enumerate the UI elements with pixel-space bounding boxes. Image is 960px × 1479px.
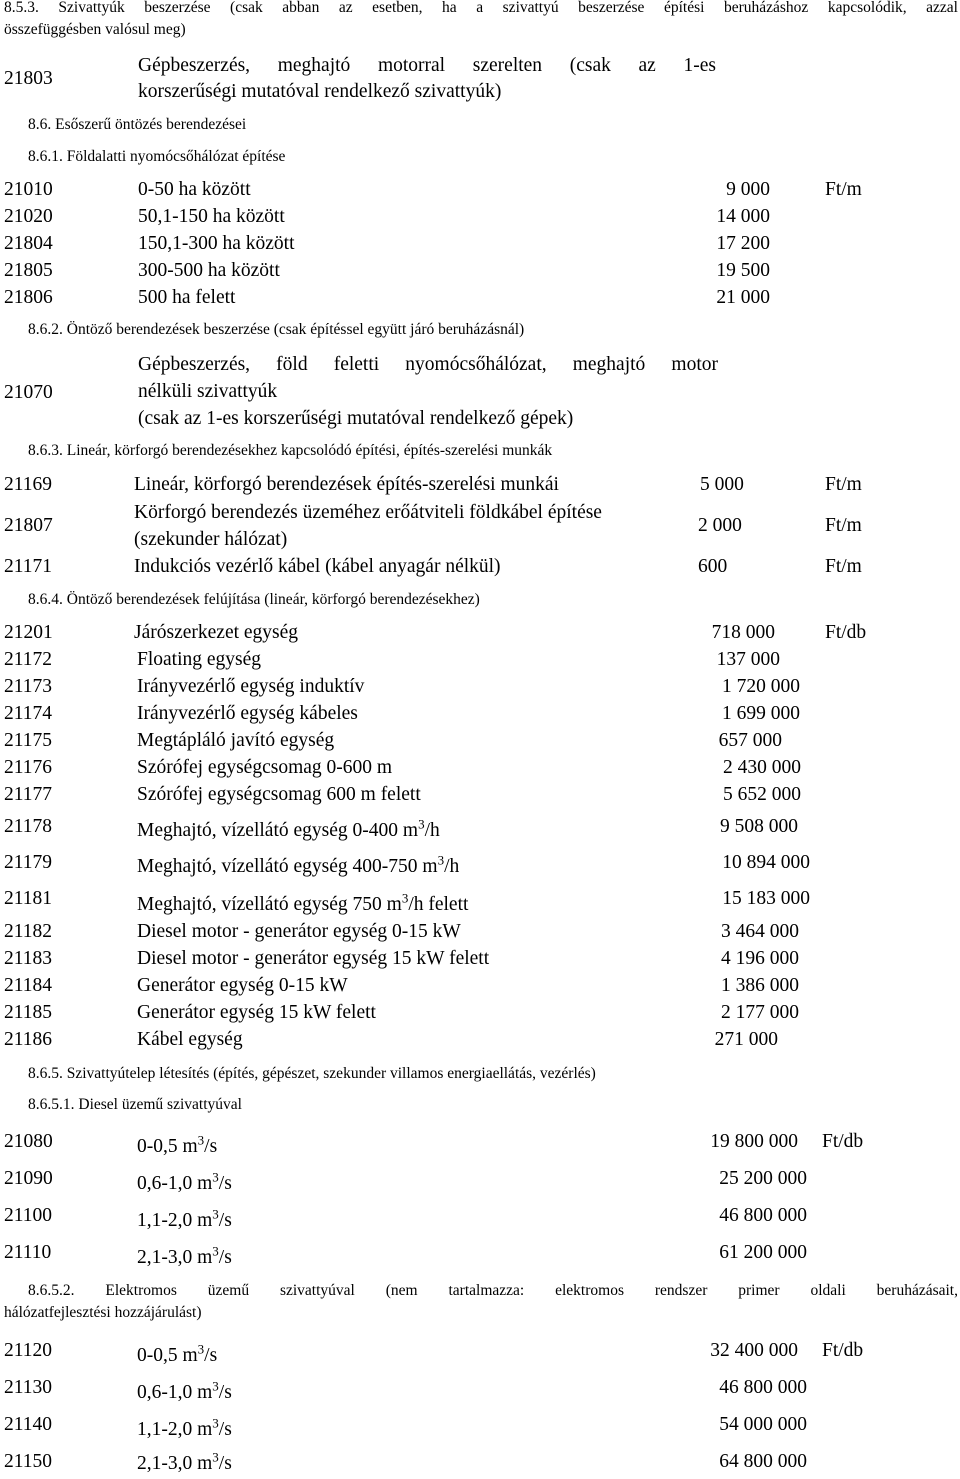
row-code: 21140 bbox=[4, 1414, 53, 1435]
row-code: 21181 bbox=[4, 888, 53, 909]
row-price: 19 800 000 bbox=[710, 1131, 798, 1152]
row-price: 10 894 000 bbox=[722, 852, 810, 873]
row-description: 2,1-3,0 $m^3/s$ bbox=[137, 1243, 232, 1268]
row-code: 21186 bbox=[4, 1029, 53, 1050]
row-description: 0-50 ha között bbox=[138, 179, 251, 200]
row-code: 21171 bbox=[4, 556, 53, 577]
row-price: 46 800 000 bbox=[719, 1205, 807, 1226]
section-heading-8-6-3: 8.6.3. Lineár, körforgó berendezésekhez kapcsolódó építési, építés-szerelési munkák bbox=[28, 442, 553, 459]
row-price: 3 464 000 bbox=[721, 921, 799, 942]
row-code: 21176 bbox=[4, 757, 53, 778]
row-price: 9 000 bbox=[726, 179, 770, 200]
row-description-cont: korszerűségi mutatóval rendelkező szivattyúk) bbox=[138, 81, 502, 102]
row-price: 46 800 000 bbox=[719, 1377, 807, 1398]
row-description: Szórófej egységcsomag 600 m felett bbox=[137, 784, 421, 805]
section-heading-8-5-3: 8.5.3. Szivattyúk beszerzése (csak abban az esetben, ha a szivattyú beszerzése építési beruházáshoz kapcsolódik, azzal bbox=[4, 0, 958, 16]
row-description: 0-0,5 $m^3/s$ bbox=[137, 1341, 218, 1366]
row-price: 600 bbox=[698, 556, 728, 577]
row-description-cont: nélküli szivattyúk bbox=[138, 381, 278, 402]
row-description: Irányvezérlő egység kábeles bbox=[137, 703, 358, 724]
row-price: 2 430 000 bbox=[723, 757, 801, 778]
row-price: 2 000 bbox=[698, 515, 742, 536]
row-unit: Ft/db bbox=[822, 1131, 864, 1152]
row-description: Irányvezérlő egység induktív bbox=[137, 676, 365, 697]
row-description: Meghajtó, vízellátó egység 750 $m^3/h$ felett bbox=[137, 890, 469, 915]
row-description: 0,6-1,0 $m^3/s$ bbox=[137, 1169, 232, 1194]
row-description: Lineár, körforgó berendezések építés-szerelési munkái bbox=[134, 474, 559, 495]
row-code: 21184 bbox=[4, 975, 53, 996]
section-heading-8-6-5: 8.6.5. Szivattyútelep létesítés (építés, gépészet, szekunder villamos energiaellátás, vezérlés) bbox=[28, 1065, 596, 1082]
row-description: Kábel egység bbox=[137, 1029, 243, 1050]
row-code: 21805 bbox=[4, 260, 53, 281]
row-description: 300-500 ha között bbox=[138, 260, 280, 281]
row-price: 64 800 000 bbox=[719, 1451, 807, 1472]
row-price: 1 386 000 bbox=[721, 975, 799, 996]
row-price: 5 652 000 bbox=[723, 784, 801, 805]
row-price: 5 000 bbox=[700, 474, 744, 495]
row-price: 14 000 bbox=[716, 206, 770, 227]
row-price: 15 183 000 bbox=[722, 888, 810, 909]
row-description: Szórófej egységcsomag 0-600 m bbox=[137, 757, 393, 778]
row-description: 2,1-3,0 $m^3/s$ bbox=[137, 1449, 232, 1474]
section-heading-8-6-1: 8.6.1. Földalatti nyomócsőhálózat építése bbox=[28, 148, 286, 165]
row-code: 21120 bbox=[4, 1340, 53, 1361]
row-code: 21173 bbox=[4, 676, 53, 697]
row-unit: Ft/db bbox=[825, 622, 867, 643]
row-description: Generátor egység 15 kW felett bbox=[137, 1002, 376, 1023]
row-code: 21100 bbox=[4, 1205, 53, 1226]
row-code: 21182 bbox=[4, 921, 53, 942]
row-price: 19 500 bbox=[716, 260, 770, 281]
row-code: 21090 bbox=[4, 1168, 53, 1189]
row-price: 2 177 000 bbox=[721, 1002, 799, 1023]
row-description-cont: (szekunder hálózat) bbox=[134, 529, 288, 550]
row-description: 1,1-2,0 $m^3/s$ bbox=[137, 1206, 232, 1231]
row-price: 9 508 000 bbox=[720, 816, 798, 837]
row-price: 718 000 bbox=[711, 622, 775, 643]
row-description: 0,6-1,0 $m^3/s$ bbox=[137, 1378, 232, 1403]
row-price: 25 200 000 bbox=[719, 1168, 807, 1189]
row-description: Diesel motor - generátor egység 0-15 kW bbox=[137, 921, 461, 942]
row-description: Floating egység bbox=[137, 649, 262, 670]
row-code: 21110 bbox=[4, 1242, 52, 1263]
row-code: 21803 bbox=[4, 68, 53, 89]
section-heading-8-6-5-2: 8.6.5.2. Elektromos üzemű szivattyúval (nem tartalmazza: elektromos rendszer primer oldali beruházásait, bbox=[28, 1282, 958, 1299]
row-description: Körforgó berendezés üzeméhez erőátviteli földkábel építése bbox=[134, 502, 602, 523]
row-description: Indukciós vezérlő kábel (kábel anyagár nélkül) bbox=[134, 556, 501, 577]
row-unit: Ft/db bbox=[822, 1340, 864, 1361]
section-heading-8-6-5-1: 8.6.5.1. Diesel üzemű szivattyúval bbox=[28, 1096, 242, 1113]
section-heading-8-6-2: 8.6.2. Öntöző berendezések beszerzése (csak építéssel együtt járó beruházásnál) bbox=[28, 321, 525, 338]
row-description: 0-0,5 $m^3/s$ bbox=[137, 1132, 218, 1157]
row-price: 1 720 000 bbox=[722, 676, 800, 697]
row-description: Megtápláló javító egység bbox=[137, 730, 335, 751]
row-description: Gépbeszerzés, meghajtó motorral szerelten (csak az 1-es bbox=[138, 55, 716, 76]
row-description: 1,1-2,0 $m^3/s$ bbox=[137, 1415, 232, 1440]
row-price: 657 000 bbox=[718, 730, 782, 751]
row-code: 21150 bbox=[4, 1451, 53, 1472]
row-code: 21183 bbox=[4, 948, 53, 969]
row-unit: Ft/m bbox=[825, 474, 862, 495]
row-price: 61 200 000 bbox=[719, 1242, 807, 1263]
row-unit: Ft/m bbox=[825, 556, 862, 577]
row-unit: Ft/m bbox=[825, 515, 862, 536]
row-code: 21806 bbox=[4, 287, 53, 308]
row-description: Generátor egység 0-15 kW bbox=[137, 975, 348, 996]
row-code: 21174 bbox=[4, 703, 53, 724]
section-heading-8-6: 8.6. Esőszerű öntözés berendezései bbox=[28, 116, 247, 133]
row-description: Diesel motor - generátor egység 15 kW felett bbox=[137, 948, 490, 969]
row-price: 137 000 bbox=[716, 649, 780, 670]
row-description: Gépbeszerzés, föld feletti nyomócsőhálózat, meghajtó motor bbox=[138, 354, 718, 375]
row-price: 17 200 bbox=[716, 233, 770, 254]
row-price: 32 400 000 bbox=[710, 1340, 798, 1361]
row-price: 54 000 000 bbox=[719, 1414, 807, 1435]
row-code: 21070 bbox=[4, 382, 53, 403]
row-code: 21010 bbox=[4, 179, 53, 200]
row-description: 500 ha felett bbox=[138, 287, 236, 308]
row-description: 150,1-300 ha között bbox=[138, 233, 295, 254]
row-code: 21178 bbox=[4, 816, 53, 837]
row-code: 21080 bbox=[4, 1131, 53, 1152]
row-code: 21185 bbox=[4, 1002, 53, 1023]
section-heading-8-5-3-cont: összefüggésben valósul meg) bbox=[4, 21, 186, 38]
row-unit: Ft/m bbox=[825, 179, 862, 200]
row-description: Meghajtó, vízellátó egység 0-400 $m^3/h$ bbox=[137, 816, 440, 841]
row-code: 21201 bbox=[4, 622, 53, 643]
section-heading-8-6-5-2-cont: hálózatfejlesztési hozzájárulást) bbox=[4, 1304, 202, 1321]
row-price: 271 000 bbox=[714, 1029, 778, 1050]
row-code: 21804 bbox=[4, 233, 53, 254]
row-price: 21 000 bbox=[716, 287, 770, 308]
section-heading-8-6-4: 8.6.4. Öntöző berendezések felújítása (lineár, körforgó berendezésekhez) bbox=[28, 591, 480, 608]
row-code: 21179 bbox=[4, 852, 53, 873]
row-description-cont: (csak az 1-es korszerűségi mutatóval rendelkező gépek) bbox=[138, 408, 574, 429]
row-description: Meghajtó, vízellátó egység 400-750 $m^3/h$ bbox=[137, 852, 460, 877]
row-code: 21175 bbox=[4, 730, 53, 751]
row-description: Járószerkezet egység bbox=[134, 622, 299, 643]
row-code: 21020 bbox=[4, 206, 53, 227]
row-code: 21169 bbox=[4, 474, 53, 495]
row-code: 21172 bbox=[4, 649, 53, 670]
row-price: 1 699 000 bbox=[722, 703, 800, 724]
row-price: 4 196 000 bbox=[721, 948, 799, 969]
row-code: 21177 bbox=[4, 784, 53, 805]
row-description: 50,1-150 ha között bbox=[138, 206, 285, 227]
row-code: 21807 bbox=[4, 515, 53, 536]
row-code: 21130 bbox=[4, 1377, 53, 1398]
